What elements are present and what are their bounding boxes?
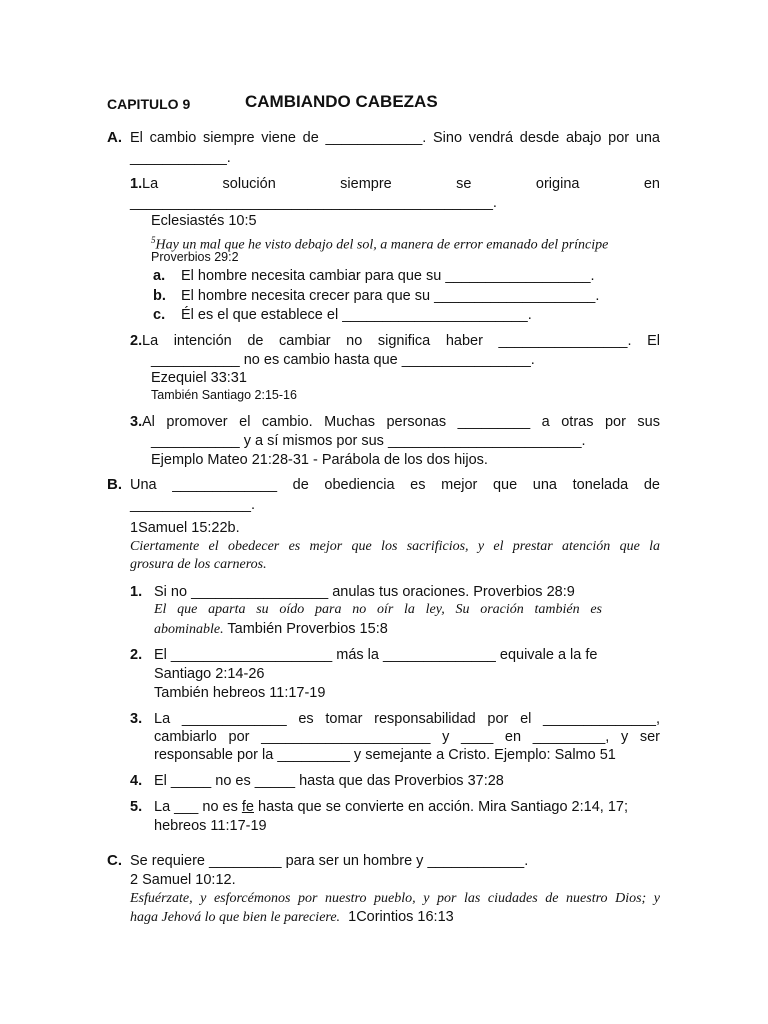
chapter-label: CAPITULO 9 — [107, 96, 191, 112]
b-item-5-line-1 — [154, 798, 628, 816]
section-a-line-1: El cambio siempre viene de ____________. Sino vendrá desde abajo por una — [130, 130, 660, 146]
verse-2-samuel-line-1: Esfuérzate, y esforcémonos por nuestro pueblo, y por las ciudades de nuestro Dios; y — [130, 891, 660, 906]
b-item-5-label: 5. — [130, 799, 143, 815]
a-point-3-line-1: Al promover el cambio. Muchas personas _________ a otras por sus — [142, 414, 660, 430]
word-abominable: abominable. — [154, 622, 224, 637]
verse-1-samuel-line-2: grosura de los carneros. — [130, 557, 267, 572]
b-item-5-line-2: hebreos 11:17-19 — [154, 818, 267, 834]
reference-2-samuel: 2 Samuel 10:12. — [130, 872, 236, 888]
section-a-line-2: ____________. — [130, 150, 231, 166]
b-item-3-line-1: La _____________ es tomar responsabilidad por el ______________, — [154, 711, 660, 727]
b-item-4-line-1: El _____ no es _____ hasta que das Proverbios 37:28 — [154, 773, 504, 789]
a-point-1-line-2: _____________________________________________. — [130, 195, 497, 211]
verse-text: Hay un mal que he visto debajo del sol, a manera de error emanado del príncipe — [155, 237, 609, 253]
b-item-3-line-3: responsable por la _________ y semejante a Cristo. Ejemplo: Salmo 51 — [154, 747, 616, 763]
reference-hebreos: También hebreos 11:17-19 — [154, 685, 326, 701]
sub-c-label: c. — [153, 307, 166, 323]
b-item-3-label: 3. — [130, 711, 143, 727]
b-item-1-line-1: Si no _________________ anulas tus oraciones. Proverbios 28:9 — [154, 584, 575, 600]
reference-santiago-2-15: También Santiago 2:15-16 — [151, 388, 297, 402]
verse-2-samuel-text: haga Jehová lo que bien le pareciere. — [130, 910, 341, 925]
word-fe: fe — [241, 799, 254, 815]
sub-b-label: b. — [153, 288, 166, 304]
section-b-label: B. — [107, 476, 122, 493]
sub-a-text: El hombre necesita cambiar para que su __________________. — [181, 268, 595, 284]
reference-eclesiastes: Eclesiastés 10:5 — [151, 213, 257, 229]
reference-proverbios-15: También Proverbios 15:8 — [227, 621, 388, 637]
a-point-2-line-1: La intención de cambiar no significa haber ________________. El — [142, 333, 660, 349]
page-title: CAMBIANDO CABEZAS — [245, 92, 438, 111]
reference-proverbios-29: Proverbios 29:2 — [151, 250, 239, 264]
b-item-5-text-a: La ___ no es — [154, 799, 242, 815]
reference-ezequiel: Ezequiel 33:31 — [151, 370, 247, 386]
sub-b-text: El hombre necesita crecer para que su ____________________. — [181, 288, 600, 304]
b-item-1-label: 1. — [130, 584, 143, 600]
a-point-2-label: 2. — [130, 333, 143, 349]
b-item-1-line-2: El que aparta su oído para no oír la ley, Su oración también es — [154, 602, 602, 617]
reference-1-samuel: 1Samuel 15:22b. — [130, 520, 240, 536]
reference-1-corintios: 1Corintios 16:13 — [348, 909, 454, 925]
sub-c-text: Él es el que establece el _______________________. — [181, 307, 532, 323]
sub-a-label: a. — [153, 268, 166, 284]
b-item-3-line-2: cambiarlo por _____________________ y ____ en _________, y ser — [154, 729, 660, 745]
verse-1-samuel-line-1: Ciertamente el obedecer es mejor que los sacrificios, y el prestar atención que la — [130, 539, 660, 554]
a-point-2-line-2: ___________ no es cambio hasta que ________________. — [151, 352, 535, 368]
section-c-line-1: Se requiere _________ para ser un hombre y ____________. — [130, 853, 529, 869]
section-a-label: A. — [107, 129, 122, 146]
a-point-1-line-1: La solución siempre se origina en — [142, 176, 660, 192]
a-point-3-line-2: ___________ y a sí mismos por sus ________________________. — [151, 433, 586, 449]
b-item-4-label: 4. — [130, 773, 143, 789]
a-point-3-label: 3. — [130, 414, 143, 430]
section-b-line-2: _______________. — [130, 497, 255, 513]
reference-santiago-2-14: Santiago 2:14-26 — [154, 666, 265, 682]
b-item-2-label: 2. — [130, 647, 143, 663]
section-b-line-1: Una _____________ de obediencia es mejor que una tonelada de — [130, 477, 660, 493]
b-item-2-line-1: El ____________________ más la ______________ equivale a la fe — [154, 647, 598, 663]
section-c-label: C. — [107, 852, 122, 869]
b-item-1-line-3 — [154, 620, 388, 639]
verse-2-samuel-line-2 — [130, 908, 454, 927]
verse-number: 5 — [151, 235, 156, 245]
b-item-5-text-b: hasta que se convierte en acción. Mira Santiago 2:14, 17; — [253, 799, 628, 815]
a-point-1-label: 1. — [130, 176, 143, 192]
a-point-3-line-3: Ejemplo Mateo 21:28-31 - Parábola de los dos hijos. — [151, 452, 488, 468]
